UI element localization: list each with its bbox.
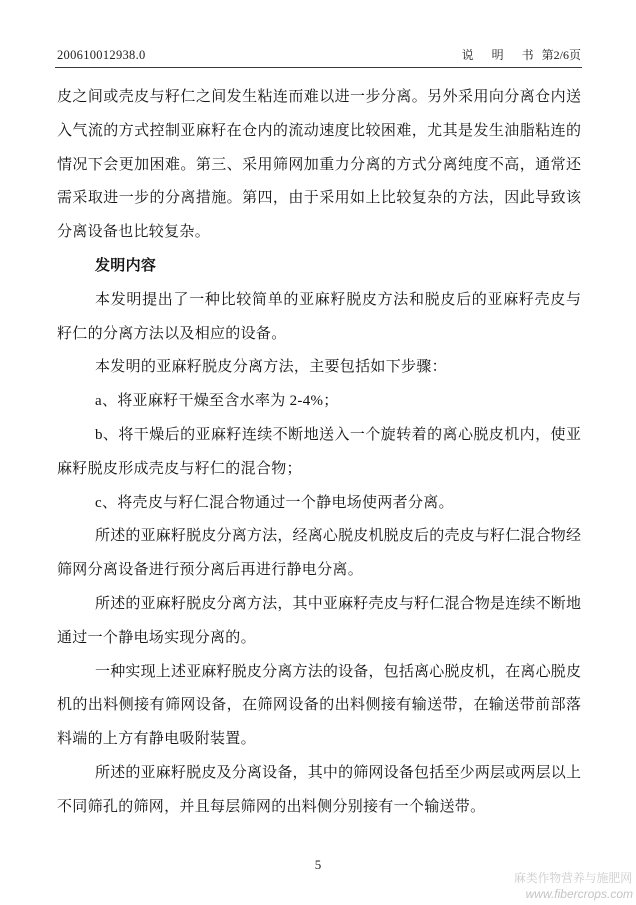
text-line: 所述的亚麻籽脱皮分离方法，其中亚麻籽壳皮与籽仁混合物是连续不断地 bbox=[95, 595, 581, 612]
doc-type-label: 说 明 书 bbox=[461, 48, 534, 62]
text-line: 不同筛孔的筛网，并且每层筛网的出料侧分别接有一个输送带。 bbox=[57, 798, 486, 815]
section-heading: 发明内容 bbox=[95, 257, 157, 274]
text-line: 皮之间或壳皮与籽仁之间发生粘连而难以进一步分离。另外采用向分离仓内送 bbox=[57, 89, 581, 105]
text-line: 需采取进一步的分离措施。第四，由于采用如上比较复杂的方法，因此导致该 bbox=[57, 190, 581, 207]
text-line: 一种实现上述亚麻籽脱皮分离方法的设备，包括离心脱皮机，在离心脱皮 bbox=[95, 663, 581, 680]
paragraph bbox=[57, 351, 581, 385]
application-number: 200610012938.0 bbox=[57, 48, 146, 62]
step-item bbox=[57, 385, 581, 419]
text-line: a、将亚麻籽干燥至含水率为 2-4%； bbox=[95, 393, 339, 410]
text-line: 籽仁的分离方法以及相应的设备。 bbox=[57, 325, 287, 342]
step-item bbox=[57, 419, 581, 487]
text-line: 筛网分离设备进行预分离后再进行静电分离。 bbox=[57, 562, 364, 579]
text-line: c、将壳皮与籽仁混合物通过一个静电场使两者分离。 bbox=[95, 494, 454, 511]
paragraph bbox=[57, 656, 581, 757]
paragraph bbox=[57, 520, 581, 588]
page-indicator: 第2/6页 bbox=[541, 48, 581, 62]
text-line: 机的出料侧接有筛网设备，在筛网设备的出料侧接有输送带，在输送带前部落 bbox=[57, 697, 581, 714]
paragraph bbox=[57, 588, 581, 656]
paragraph bbox=[57, 757, 581, 825]
text-line: 本发明提出了一种比较简单的亚麻籽脱皮方法和脱皮后的亚麻籽壳皮与 bbox=[95, 291, 581, 308]
text-line: b、将干燥后的亚麻籽连续不断地送入一个旋转着的离心脱皮机内，使亚 bbox=[95, 426, 581, 443]
watermark-site-name: 麻类作物营养与施肥网 bbox=[514, 871, 632, 885]
text-line: 所述的亚麻籽脱皮分离方法，经离心脱皮机脱皮后的壳皮与籽仁混合物经 bbox=[95, 528, 581, 545]
step-item bbox=[57, 487, 581, 521]
text-line: 麻籽脱皮形成壳皮与籽仁的混合物； bbox=[57, 460, 302, 477]
paragraph bbox=[57, 284, 581, 352]
page-number: 5 bbox=[314, 857, 322, 872]
document-body bbox=[57, 81, 581, 825]
page-header-right bbox=[462, 47, 581, 63]
text-line: 情况下会更加困难。第三、采用筛网加重力分离的方式分离纯度不高，通常还 bbox=[57, 156, 581, 173]
text-line: 料端的上方有静电吸附装置。 bbox=[57, 731, 256, 748]
text-line: 分离设备也比较复杂。 bbox=[57, 224, 211, 241]
watermark-url: www.fibercrops.com bbox=[525, 887, 633, 901]
continued-paragraph bbox=[57, 81, 581, 250]
text-line: 本发明的亚麻籽脱皮分离方法，主要包括如下步骤： bbox=[95, 359, 447, 376]
text-line: 通过一个静电场实现分离的。 bbox=[57, 629, 256, 646]
header-rule bbox=[55, 67, 582, 68]
text-line: 入气流的方式控制亚麻籽在仓内的流动速度比较困难，尤其是发生油脂粘连的 bbox=[57, 122, 581, 139]
text-line: 所述的亚麻籽脱皮及分离设备，其中的筛网设备包括至少两层或两层以上 bbox=[95, 764, 581, 781]
